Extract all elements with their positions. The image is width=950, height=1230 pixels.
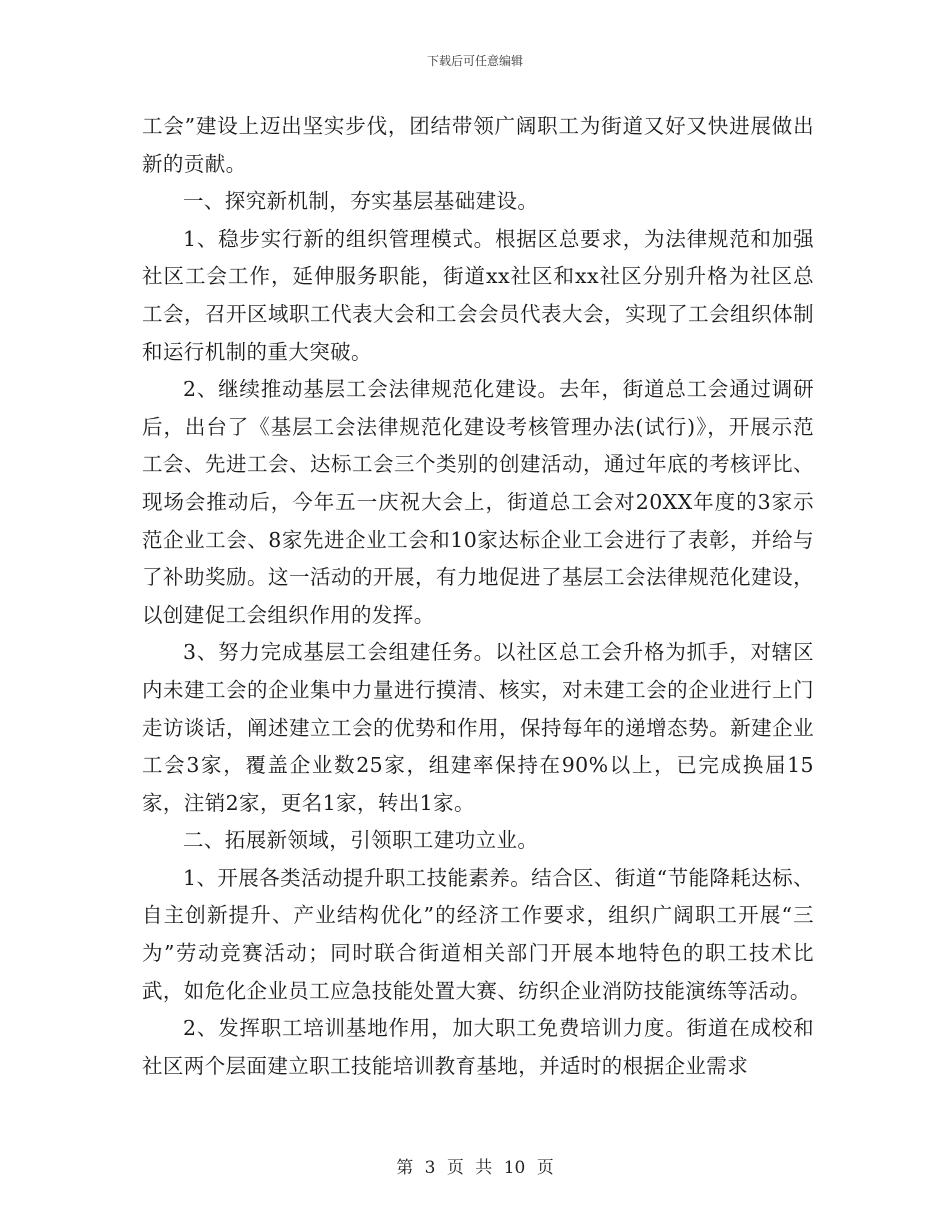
section-heading-2: 二、拓展新领域，引领职工建功立业。 (183, 828, 539, 853)
paragraph: 3、努力完成基层工会组建任务。以社区总工会升格为抓手，对辖区内未建工会的企业集中力量进行摸清、核实，对未建工会的企业进行上门走访谈话，阐述建立工会的优势和作用，保持每年的递增态势。新建企业工会3家，覆盖企业数25家，组建率保持在90%以上，已完成换届15家，注销2家，更名1家，转出1家。 (142, 640, 814, 815)
paragraph: 1、稳步实行新的组织管理模式。根据区总要求，为法律规范和加强社区工会工作，延伸服务职能，街道xx社区和xx社区分别升格为社区总工会，召开区域职工代表大会和工会会员代表大会，实现了工会组织体制和运行机制的重大突破。 (142, 226, 814, 364)
document-body (142, 108, 814, 1085)
page-header-note: 下载后可任意编辑 (426, 54, 523, 68)
paragraph: 1、开展各类活动提升职工技能素养。结合区、街道“节能降耗达标、自主创新提升、产业结构优化”的经济工作要求，组织广阔职工开展“三为”劳动竞赛活动；同时联合街道相关部门开展本地特色的职工技术比武，如危化企业员工应急技能处置大赛、纺织企业消防技能演练等活动。 (142, 865, 814, 1003)
paragraph: 工会”建设上迈出坚实步伐，团结带领广阔职工为街道又好又快进展做出新的贡献。 (142, 114, 814, 176)
page-number-footer: 第 3 页 共 10 页 (396, 1158, 554, 1178)
paragraph: 2、继续推动基层工会法律规范化建设。去年，街道总工会通过调研后，出台了《基层工会法律规范化建设考核管理办法(试行)》，开展示范工会、先进工会、达标工会三个类别的创建活动，通过年底的考核评比、现场会推动后，今年五一庆祝大会上，街道总工会对20XX年度的3家示范企业工会、8家先进企业工会和10家达标企业工会进行了表彰，并给与了补助奖励。这一活动的开展，有力地促进了基层工会法律规范化建设，以创建促工会组织作用的发挥。 (142, 377, 814, 627)
paragraph: 2、发挥职工培训基地作用，加大职工免费培训力度。街道在成校和社区两个层面建立职工技能培训教育基地，并适时的根据企业需求 (142, 1016, 814, 1078)
section-heading-1: 一、探究新机制，夯实基层基础建设。 (183, 189, 539, 214)
